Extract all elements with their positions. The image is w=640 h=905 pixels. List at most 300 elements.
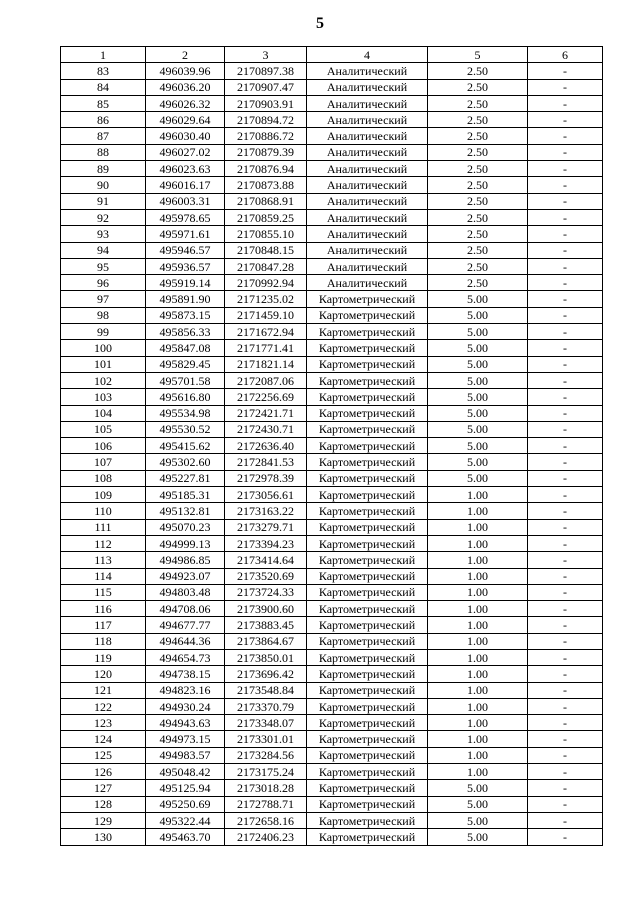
cell-accuracy: 5.00 [428, 438, 528, 454]
cell-description: - [528, 601, 603, 617]
cell-method: Аналитический [307, 112, 428, 128]
cell-accuracy: 5.00 [428, 421, 528, 437]
cell-accuracy: 2.50 [428, 112, 528, 128]
cell-x-coordinate: 494983.57 [146, 747, 225, 763]
cell-method: Картометрический [307, 552, 428, 568]
cell-x-coordinate: 495919.14 [146, 275, 225, 291]
cell-y-coordinate: 2170873.88 [225, 177, 307, 193]
table-row [61, 633, 603, 649]
cell-accuracy: 1.00 [428, 764, 528, 780]
table-row [61, 535, 603, 551]
cell-description: - [528, 731, 603, 747]
cell-x-coordinate: 496029.64 [146, 112, 225, 128]
cell-description: - [528, 291, 603, 307]
cell-accuracy: 5.00 [428, 470, 528, 486]
table-row [61, 291, 603, 307]
cell-y-coordinate: 2171672.94 [225, 324, 307, 340]
cell-method: Картометрический [307, 372, 428, 388]
cell-method: Аналитический [307, 275, 428, 291]
cell-point-number: 98 [61, 307, 146, 323]
cell-y-coordinate: 2170897.38 [225, 63, 307, 79]
cell-method: Картометрический [307, 715, 428, 731]
cell-accuracy: 2.50 [428, 209, 528, 225]
cell-x-coordinate: 496030.40 [146, 128, 225, 144]
cell-description: - [528, 193, 603, 209]
cell-y-coordinate: 2172087.06 [225, 372, 307, 388]
cell-point-number: 97 [61, 291, 146, 307]
cell-method: Картометрический [307, 421, 428, 437]
cell-description: - [528, 698, 603, 714]
table-row [61, 812, 603, 828]
cell-y-coordinate: 2170992.94 [225, 275, 307, 291]
cell-method: Аналитический [307, 128, 428, 144]
cell-accuracy: 5.00 [428, 812, 528, 828]
table-row [61, 356, 603, 372]
cell-x-coordinate: 496023.63 [146, 161, 225, 177]
table-row [61, 95, 603, 111]
cell-point-number: 113 [61, 552, 146, 568]
cell-method: Аналитический [307, 144, 428, 160]
cell-point-number: 129 [61, 812, 146, 828]
cell-accuracy: 5.00 [428, 405, 528, 421]
cell-point-number: 92 [61, 209, 146, 225]
cell-y-coordinate: 2172658.16 [225, 812, 307, 828]
cell-x-coordinate: 494654.73 [146, 649, 225, 665]
table-row [61, 340, 603, 356]
table-row [61, 649, 603, 665]
cell-y-coordinate: 2170903.91 [225, 95, 307, 111]
cell-method: Картометрический [307, 764, 428, 780]
cell-method: Картометрический [307, 535, 428, 551]
cell-accuracy: 5.00 [428, 291, 528, 307]
cell-accuracy: 1.00 [428, 584, 528, 600]
table-row [61, 275, 603, 291]
table-row [61, 503, 603, 519]
cell-description: - [528, 128, 603, 144]
cell-method: Картометрический [307, 487, 428, 503]
cell-x-coordinate: 494803.48 [146, 584, 225, 600]
cell-description: - [528, 633, 603, 649]
cell-point-number: 89 [61, 161, 146, 177]
page-number: 5 [316, 15, 324, 32]
cell-method: Аналитический [307, 95, 428, 111]
coordinates-table [60, 46, 603, 846]
cell-accuracy: 1.00 [428, 601, 528, 617]
cell-method: Аналитический [307, 226, 428, 242]
cell-description: - [528, 421, 603, 437]
cell-point-number: 85 [61, 95, 146, 111]
table-row [61, 324, 603, 340]
cell-description: - [528, 209, 603, 225]
cell-accuracy: 5.00 [428, 356, 528, 372]
cell-description: - [528, 324, 603, 340]
cell-x-coordinate: 495534.98 [146, 405, 225, 421]
table-row [61, 193, 603, 209]
cell-point-number: 130 [61, 829, 146, 845]
cell-point-number: 110 [61, 503, 146, 519]
cell-x-coordinate: 496003.31 [146, 193, 225, 209]
cell-y-coordinate: 2173414.64 [225, 552, 307, 568]
cell-method: Картометрический [307, 666, 428, 682]
table-row [61, 438, 603, 454]
cell-method: Картометрический [307, 649, 428, 665]
cell-y-coordinate: 2173056.61 [225, 487, 307, 503]
cell-point-number: 88 [61, 144, 146, 160]
cell-x-coordinate: 495048.42 [146, 764, 225, 780]
cell-point-number: 86 [61, 112, 146, 128]
cell-description: - [528, 161, 603, 177]
cell-y-coordinate: 2173548.84 [225, 682, 307, 698]
cell-method: Картометрический [307, 812, 428, 828]
cell-method: Картометрический [307, 356, 428, 372]
cell-y-coordinate: 2172978.39 [225, 470, 307, 486]
cell-description: - [528, 666, 603, 682]
cell-description: - [528, 535, 603, 551]
cell-method: Картометрический [307, 389, 428, 405]
cell-accuracy: 1.00 [428, 503, 528, 519]
cell-accuracy: 1.00 [428, 731, 528, 747]
cell-y-coordinate: 2172406.23 [225, 829, 307, 845]
table-row [61, 405, 603, 421]
table-row [61, 487, 603, 503]
cell-y-coordinate: 2173301.01 [225, 731, 307, 747]
cell-x-coordinate: 494923.07 [146, 568, 225, 584]
header-cell-y-coordinate: 3 [225, 47, 307, 63]
cell-point-number: 124 [61, 731, 146, 747]
cell-point-number: 115 [61, 584, 146, 600]
cell-point-number: 123 [61, 715, 146, 731]
cell-x-coordinate: 495250.69 [146, 796, 225, 812]
cell-accuracy: 2.50 [428, 242, 528, 258]
cell-method: Картометрический [307, 503, 428, 519]
header-cell-point-number: 1 [61, 47, 146, 63]
cell-description: - [528, 487, 603, 503]
table-row [61, 601, 603, 617]
cell-accuracy: 2.50 [428, 258, 528, 274]
cell-method: Картометрический [307, 340, 428, 356]
cell-description: - [528, 470, 603, 486]
cell-method: Аналитический [307, 193, 428, 209]
cell-accuracy: 5.00 [428, 829, 528, 845]
table-row [61, 209, 603, 225]
cell-x-coordinate: 495070.23 [146, 519, 225, 535]
cell-accuracy: 1.00 [428, 535, 528, 551]
header-cell-description: 6 [528, 47, 603, 63]
header-cell-accuracy: 5 [428, 47, 528, 63]
cell-x-coordinate: 495971.61 [146, 226, 225, 242]
cell-accuracy: 1.00 [428, 487, 528, 503]
cell-description: - [528, 829, 603, 845]
cell-y-coordinate: 2173279.71 [225, 519, 307, 535]
cell-y-coordinate: 2173520.69 [225, 568, 307, 584]
table-row [61, 617, 603, 633]
cell-x-coordinate: 495847.08 [146, 340, 225, 356]
cell-point-number: 87 [61, 128, 146, 144]
cell-y-coordinate: 2173864.67 [225, 633, 307, 649]
cell-method: Аналитический [307, 161, 428, 177]
cell-accuracy: 1.00 [428, 715, 528, 731]
cell-y-coordinate: 2171235.02 [225, 291, 307, 307]
cell-y-coordinate: 2170876.94 [225, 161, 307, 177]
header-cell-method: 4 [307, 47, 428, 63]
cell-description: - [528, 95, 603, 111]
cell-y-coordinate: 2172841.53 [225, 454, 307, 470]
cell-accuracy: 5.00 [428, 307, 528, 323]
table-row [61, 226, 603, 242]
cell-description: - [528, 519, 603, 535]
cell-x-coordinate: 494708.06 [146, 601, 225, 617]
cell-x-coordinate: 495125.94 [146, 780, 225, 796]
cell-method: Картометрический [307, 454, 428, 470]
cell-y-coordinate: 2170859.25 [225, 209, 307, 225]
cell-y-coordinate: 2173370.79 [225, 698, 307, 714]
cell-description: - [528, 275, 603, 291]
cell-accuracy: 1.00 [428, 568, 528, 584]
table-row [61, 682, 603, 698]
cell-x-coordinate: 495185.31 [146, 487, 225, 503]
cell-x-coordinate: 494930.24 [146, 698, 225, 714]
cell-x-coordinate: 495530.52 [146, 421, 225, 437]
cell-y-coordinate: 2170886.72 [225, 128, 307, 144]
table-row [61, 764, 603, 780]
cell-description: - [528, 649, 603, 665]
cell-method: Аналитический [307, 63, 428, 79]
cell-x-coordinate: 494738.15 [146, 666, 225, 682]
cell-method: Картометрический [307, 829, 428, 845]
cell-accuracy: 1.00 [428, 552, 528, 568]
cell-point-number: 102 [61, 372, 146, 388]
cell-y-coordinate: 2170894.72 [225, 112, 307, 128]
cell-method: Картометрический [307, 519, 428, 535]
cell-accuracy: 1.00 [428, 633, 528, 649]
cell-point-number: 111 [61, 519, 146, 535]
cell-point-number: 91 [61, 193, 146, 209]
cell-x-coordinate: 496039.96 [146, 63, 225, 79]
cell-description: - [528, 372, 603, 388]
cell-method: Аналитический [307, 209, 428, 225]
cell-description: - [528, 454, 603, 470]
cell-description: - [528, 144, 603, 160]
cell-y-coordinate: 2171821.14 [225, 356, 307, 372]
cell-description: - [528, 226, 603, 242]
table-row [61, 666, 603, 682]
cell-description: - [528, 389, 603, 405]
cell-method: Картометрический [307, 601, 428, 617]
cell-point-number: 128 [61, 796, 146, 812]
cell-point-number: 108 [61, 470, 146, 486]
cell-x-coordinate: 494823.16 [146, 682, 225, 698]
cell-accuracy: 1.00 [428, 747, 528, 763]
cell-description: - [528, 438, 603, 454]
cell-accuracy: 2.50 [428, 177, 528, 193]
cell-x-coordinate: 495701.58 [146, 372, 225, 388]
cell-x-coordinate: 494999.13 [146, 535, 225, 551]
table-row [61, 307, 603, 323]
cell-accuracy: 1.00 [428, 519, 528, 535]
cell-point-number: 117 [61, 617, 146, 633]
cell-method: Картометрический [307, 617, 428, 633]
cell-y-coordinate: 2171771.41 [225, 340, 307, 356]
cell-x-coordinate: 496016.17 [146, 177, 225, 193]
cell-point-number: 84 [61, 79, 146, 95]
table-row [61, 715, 603, 731]
cell-point-number: 105 [61, 421, 146, 437]
table-row [61, 242, 603, 258]
table-row [61, 519, 603, 535]
cell-description: - [528, 177, 603, 193]
cell-description: - [528, 63, 603, 79]
cell-accuracy: 5.00 [428, 340, 528, 356]
cell-accuracy: 2.50 [428, 144, 528, 160]
cell-method: Аналитический [307, 242, 428, 258]
cell-point-number: 127 [61, 780, 146, 796]
table-row [61, 161, 603, 177]
cell-accuracy: 5.00 [428, 372, 528, 388]
table-row [61, 372, 603, 388]
cell-y-coordinate: 2171459.10 [225, 307, 307, 323]
cell-method: Картометрический [307, 747, 428, 763]
cell-y-coordinate: 2173850.01 [225, 649, 307, 665]
cell-description: - [528, 405, 603, 421]
table-header-row [61, 47, 603, 63]
cell-point-number: 122 [61, 698, 146, 714]
cell-y-coordinate: 2173018.28 [225, 780, 307, 796]
cell-description: - [528, 764, 603, 780]
cell-description: - [528, 307, 603, 323]
cell-x-coordinate: 495227.81 [146, 470, 225, 486]
cell-description: - [528, 568, 603, 584]
cell-point-number: 95 [61, 258, 146, 274]
table-row [61, 421, 603, 437]
cell-point-number: 96 [61, 275, 146, 291]
cell-method: Картометрический [307, 405, 428, 421]
cell-x-coordinate: 495322.44 [146, 812, 225, 828]
cell-point-number: 114 [61, 568, 146, 584]
cell-method: Картометрический [307, 291, 428, 307]
cell-x-coordinate: 494943.63 [146, 715, 225, 731]
cell-description: - [528, 747, 603, 763]
cell-y-coordinate: 2170848.15 [225, 242, 307, 258]
cell-accuracy: 2.50 [428, 161, 528, 177]
cell-point-number: 126 [61, 764, 146, 780]
cell-point-number: 112 [61, 535, 146, 551]
cell-method: Картометрический [307, 324, 428, 340]
cell-method: Аналитический [307, 177, 428, 193]
table-row [61, 698, 603, 714]
header-cell-x-coordinate: 2 [146, 47, 225, 63]
cell-accuracy: 2.50 [428, 193, 528, 209]
table-row [61, 258, 603, 274]
cell-y-coordinate: 2170879.39 [225, 144, 307, 160]
cell-description: - [528, 584, 603, 600]
cell-method: Аналитический [307, 79, 428, 95]
cell-point-number: 93 [61, 226, 146, 242]
cell-point-number: 94 [61, 242, 146, 258]
cell-accuracy: 2.50 [428, 275, 528, 291]
cell-point-number: 90 [61, 177, 146, 193]
cell-x-coordinate: 494677.77 [146, 617, 225, 633]
cell-accuracy: 2.50 [428, 226, 528, 242]
table-row [61, 747, 603, 763]
cell-accuracy: 2.50 [428, 95, 528, 111]
cell-method: Аналитический [307, 258, 428, 274]
cell-method: Картометрический [307, 438, 428, 454]
cell-accuracy: 1.00 [428, 649, 528, 665]
cell-point-number: 125 [61, 747, 146, 763]
table-row [61, 389, 603, 405]
cell-description: - [528, 242, 603, 258]
cell-point-number: 106 [61, 438, 146, 454]
cell-description: - [528, 503, 603, 519]
table-row [61, 454, 603, 470]
table-row [61, 79, 603, 95]
cell-method: Картометрический [307, 796, 428, 812]
cell-y-coordinate: 2173175.24 [225, 764, 307, 780]
cell-point-number: 107 [61, 454, 146, 470]
cell-point-number: 100 [61, 340, 146, 356]
cell-accuracy: 1.00 [428, 698, 528, 714]
table-row [61, 584, 603, 600]
cell-description: - [528, 682, 603, 698]
table-row [61, 568, 603, 584]
cell-point-number: 109 [61, 487, 146, 503]
table-row [61, 470, 603, 486]
table-row [61, 780, 603, 796]
cell-accuracy: 1.00 [428, 682, 528, 698]
cell-x-coordinate: 494644.36 [146, 633, 225, 649]
cell-description: - [528, 340, 603, 356]
cell-description: - [528, 552, 603, 568]
cell-y-coordinate: 2170907.47 [225, 79, 307, 95]
cell-x-coordinate: 495132.81 [146, 503, 225, 519]
cell-method: Картометрический [307, 698, 428, 714]
cell-accuracy: 5.00 [428, 454, 528, 470]
cell-y-coordinate: 2172256.69 [225, 389, 307, 405]
cell-x-coordinate: 496026.32 [146, 95, 225, 111]
cell-x-coordinate: 495415.62 [146, 438, 225, 454]
cell-accuracy: 1.00 [428, 617, 528, 633]
cell-x-coordinate: 496036.20 [146, 79, 225, 95]
cell-y-coordinate: 2173696.42 [225, 666, 307, 682]
cell-description: - [528, 112, 603, 128]
cell-description: - [528, 796, 603, 812]
cell-description: - [528, 617, 603, 633]
table-row [61, 177, 603, 193]
cell-method: Картометрический [307, 780, 428, 796]
cell-accuracy: 5.00 [428, 780, 528, 796]
cell-x-coordinate: 495978.65 [146, 209, 225, 225]
table-row [61, 144, 603, 160]
cell-y-coordinate: 2173394.23 [225, 535, 307, 551]
cell-x-coordinate: 495463.70 [146, 829, 225, 845]
table-row [61, 796, 603, 812]
cell-y-coordinate: 2173900.60 [225, 601, 307, 617]
cell-point-number: 121 [61, 682, 146, 698]
cell-description: - [528, 258, 603, 274]
cell-x-coordinate: 495891.90 [146, 291, 225, 307]
cell-point-number: 104 [61, 405, 146, 421]
cell-accuracy: 2.50 [428, 63, 528, 79]
cell-method: Картометрический [307, 470, 428, 486]
cell-y-coordinate: 2170868.91 [225, 193, 307, 209]
cell-y-coordinate: 2170855.10 [225, 226, 307, 242]
cell-x-coordinate: 495856.33 [146, 324, 225, 340]
cell-y-coordinate: 2173348.07 [225, 715, 307, 731]
cell-y-coordinate: 2172430.71 [225, 421, 307, 437]
cell-y-coordinate: 2170847.28 [225, 258, 307, 274]
cell-point-number: 118 [61, 633, 146, 649]
cell-description: - [528, 715, 603, 731]
